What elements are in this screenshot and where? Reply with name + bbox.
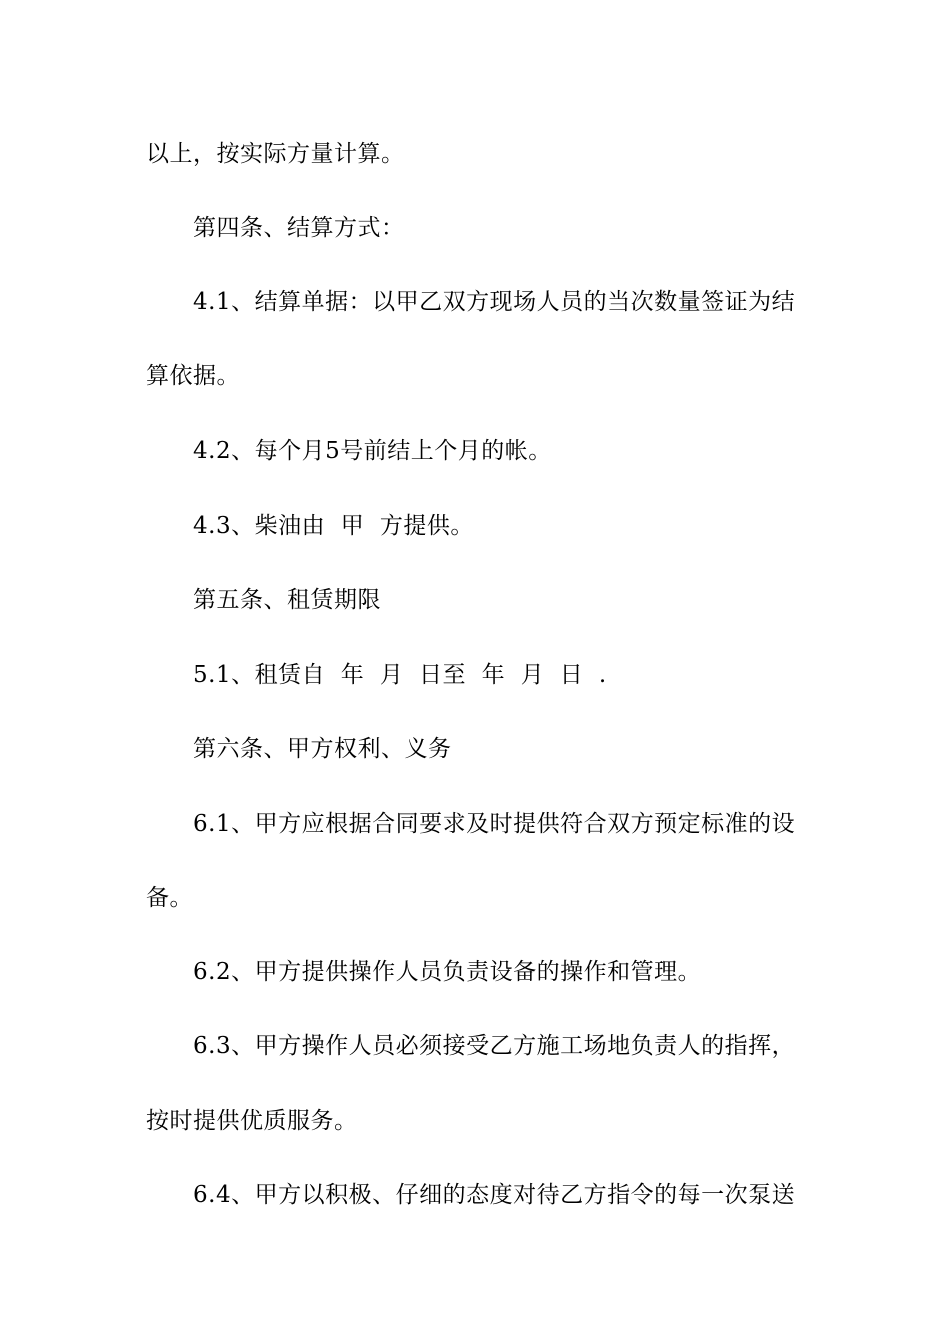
clause-6-1: 6.1、甲方应根据合同要求及时提供符合双方预定标准的设 (193, 811, 796, 837)
section-heading-5: 第五条、租赁期限 (193, 587, 381, 613)
clause-4-1-continuation: 算依据。 (146, 363, 240, 389)
clause-6-2: 6.2、甲方提供操作人员负责设备的操作和管理。 (193, 959, 702, 985)
text-line-continuation: 以上，按实际方量计算。 (146, 141, 405, 167)
section-heading-4: 第四条、结算方式： (193, 215, 405, 241)
clause-5-1: 5.1、租赁自 年 月 日至 年 月 日 . (193, 662, 607, 688)
clause-6-4: 6.4、甲方以积极、仔细的态度对待乙方指令的每一次泵送 (193, 1182, 796, 1208)
section-heading-6: 第六条、甲方权利、义务 (193, 736, 452, 762)
clause-4-3: 4.3、柴油由 甲 方提供。 (193, 513, 474, 539)
clause-6-1-continuation: 备。 (146, 885, 193, 911)
clause-6-3-continuation: 按时提供优质服务。 (146, 1108, 358, 1134)
clause-4-2: 4.2、每个月5号前结上个月的帐。 (193, 438, 552, 464)
clause-4-1: 4.1、结算单据：以甲乙双方现场人员的当次数量签证为结 (193, 289, 796, 315)
clause-6-3: 6.3、甲方操作人员必须接受乙方施工场地负责人的指挥， (193, 1033, 796, 1059)
